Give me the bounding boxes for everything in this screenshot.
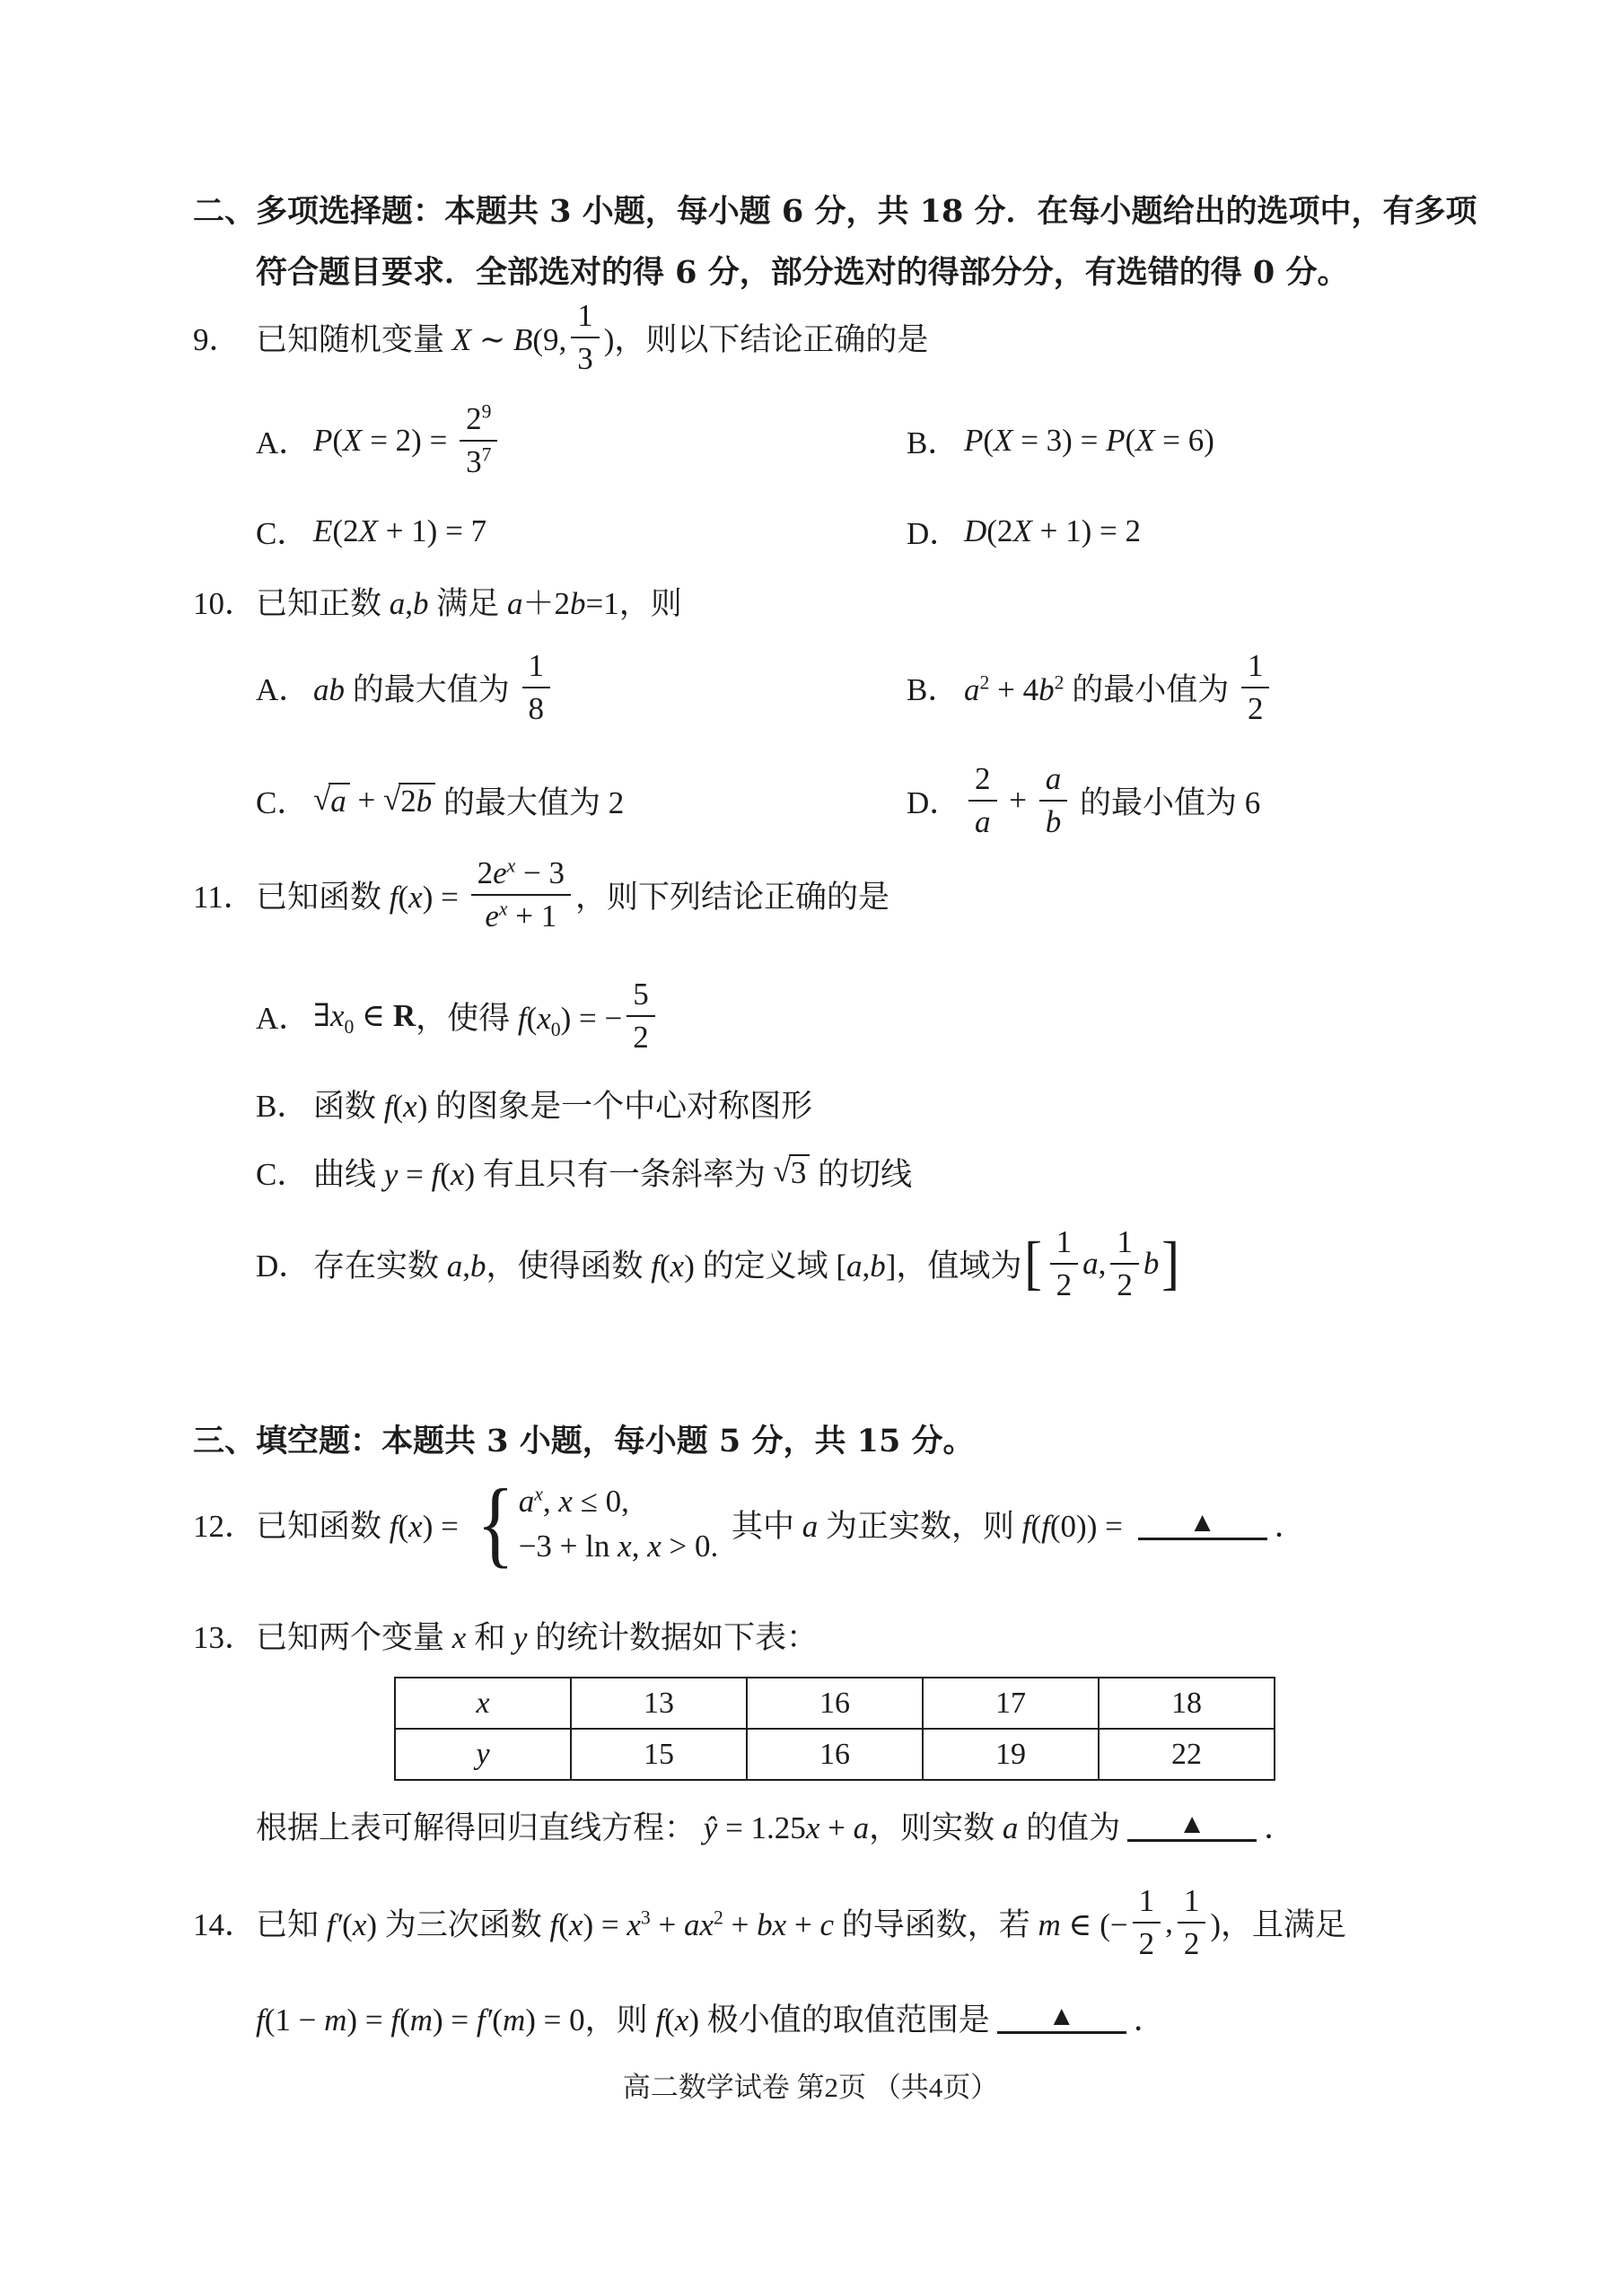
math-text: ab 的最大值为 — [313, 672, 518, 707]
table-cell: 16 — [747, 1678, 923, 1729]
question-13-note — [256, 1799, 1295, 1853]
question-11-option-d — [256, 1214, 1183, 1314]
math-text: b — [1143, 1246, 1160, 1281]
question-9-option-a — [256, 386, 502, 495]
math-text: ． — [1264, 1810, 1296, 1845]
question-12 — [193, 1461, 1306, 1587]
question-9-number: 9． — [193, 322, 241, 357]
answer-blank: ▲ — [1127, 1810, 1257, 1841]
section-2-header-line-2: 符合题目要求．全部选对的得 6 分，部分选对的得部分分，有选错的得 0 分。 — [256, 254, 1349, 291]
fraction: $\frac{1}{3}$ — [571, 297, 600, 379]
question-14-stem-line-2 — [256, 1995, 1165, 2040]
math-text: 已知两个变量 x 和 y 的统计数据如下表： — [256, 1620, 819, 1655]
question-9-option-c — [256, 509, 486, 554]
table-cell: 13 — [571, 1678, 747, 1729]
question-11-option-a — [256, 968, 660, 1065]
fraction: $\frac{1}{2}$ — [1241, 647, 1270, 729]
option-formula — [313, 400, 502, 482]
math-text: 根据上表可解得回归直线方程： ŷ = 1.25x + a，则实数 a 的值为 — [256, 1810, 1121, 1845]
math-text: 的切线 — [810, 1157, 913, 1192]
option-label: B． — [907, 672, 959, 707]
option-formula — [964, 513, 1141, 549]
fraction: $\frac{1}{2}$ — [1110, 1223, 1139, 1305]
table-cell: 19 — [923, 1729, 1099, 1780]
math-text: f(1 − m) = f(m) = f′(m) = 0，则 f(x) 极小值的取值范围是 — [256, 2002, 990, 2037]
option-label: A． — [256, 425, 311, 460]
section-2-header-line-1: 二、多项选择题：本题共 3 小题，每小题 6 分，共 18 分．在每小题给出的选项中，有多项 — [193, 193, 1477, 230]
question-11-stem — [256, 854, 889, 936]
math-text: )，则以下结论正确的是 — [603, 322, 929, 357]
question-14-line-2 — [256, 1993, 1165, 2043]
option-label: C． — [256, 516, 309, 551]
math-text: ，则下列结论正确的是 — [575, 880, 890, 915]
table-cell: 16 — [747, 1729, 923, 1780]
math-text: 已知随机变量 X ∼ B(9, — [256, 322, 567, 357]
statistics-table-wrap — [394, 1677, 1275, 1781]
question-11-option-b — [256, 1082, 812, 1126]
bold-symbol: R — [392, 998, 416, 1033]
option-formula — [313, 513, 486, 549]
option-formula — [313, 1150, 912, 1195]
option-formula — [313, 1223, 1183, 1305]
option-label: D． — [907, 785, 961, 820]
math-text: 其中 a 为正实数，则 f(f(0)) = — [723, 1508, 1131, 1544]
fraction: $\frac{1}{2}$ — [1050, 1223, 1079, 1305]
option-label: A． — [256, 1001, 311, 1036]
square-root: √ 3 — [774, 1154, 810, 1191]
question-10-number: 10． — [193, 586, 257, 621]
section-3-header: 三、填空题：本题共 3 小题，每小题 5 分，共 15 分。 — [193, 1423, 975, 1459]
fraction: $\frac{5}{2}$ — [626, 976, 655, 1057]
answer-blank: ▲ — [997, 2002, 1126, 2033]
question-9 — [193, 296, 928, 379]
question-12-number: 12． — [193, 1509, 257, 1544]
question-14-stem-line-1 — [256, 1882, 1346, 1964]
fraction: $\frac{a}{b}$ — [1039, 760, 1068, 842]
option-formula — [964, 423, 1214, 459]
fraction: $\frac{1}{8}$ — [522, 647, 551, 729]
question-9-stem — [256, 297, 928, 379]
question-13-note-text — [256, 1803, 1295, 1848]
math-text: 的最小值为 6 — [1072, 785, 1261, 820]
math-text: E(2X + 1) = 7 — [313, 513, 487, 548]
question-10-option-a — [256, 639, 555, 736]
table-cell: 22 — [1099, 1729, 1275, 1780]
option-formula — [313, 778, 624, 823]
question-13-stem — [256, 1613, 818, 1658]
math-text: ． — [1274, 1508, 1306, 1544]
fraction: $\frac{2}{a}$ — [968, 760, 997, 842]
option-label: B． — [256, 1089, 309, 1124]
math-text: 的最大值为 2 — [435, 785, 625, 820]
option-label: D． — [907, 516, 961, 551]
statistics-table — [394, 1677, 1275, 1781]
square-root: √ a — [313, 783, 350, 819]
math-text: 已知 f′(x) 为三次函数 $f(x) = x^3 + ax^2$ + bx + c 的导函数，若 m ∈ (− — [256, 1906, 1128, 1942]
option-label: C． — [256, 1157, 309, 1192]
question-10-stem — [256, 579, 682, 624]
table-cell: 15 — [571, 1729, 747, 1780]
math-text: D(2X + 1) = 2 — [964, 513, 1141, 548]
math-text: , — [1165, 1905, 1173, 1940]
question-11 — [193, 840, 889, 950]
math-text: )，且满足 — [1210, 1907, 1346, 1942]
table-cell: 17 — [923, 1678, 1099, 1729]
math-text: + — [349, 783, 383, 818]
math-text: 已知正数 a,b 满足 a＋2b=1，则 — [256, 586, 682, 621]
math-text: ． — [1133, 2002, 1165, 2037]
math-text: $\exists x_0$ ∈ — [313, 998, 393, 1038]
page-footer: 高二数学试卷 第2页 （共4页） — [622, 2072, 999, 2103]
option-label: C． — [256, 785, 309, 820]
question-12-stem — [256, 1469, 1306, 1578]
table-row-x — [395, 1678, 1275, 1729]
question-13-number: 13． — [193, 1620, 257, 1655]
question-10-option-c — [256, 756, 624, 846]
row-header-x: x — [395, 1678, 571, 1729]
question-10-option-d — [907, 756, 1260, 846]
question-9-option-d — [907, 509, 1141, 554]
option-formula — [313, 976, 660, 1057]
question-14 — [193, 1874, 1346, 1971]
option-label: A． — [256, 672, 311, 707]
square-root: √ 2b — [383, 783, 435, 819]
big-bracket: [ — [1024, 1230, 1043, 1296]
math-text: P(X = 2) = — [313, 423, 456, 458]
table-cell: 18 — [1099, 1678, 1275, 1729]
option-formula — [964, 647, 1274, 729]
math-text: 已知函数 f(x) = — [256, 880, 467, 915]
math-text: 已知函数 f(x) = — [256, 1508, 467, 1544]
fraction: $\frac{2e^x - 3}{e^x + 1}$ — [471, 854, 571, 936]
question-9-option-b — [907, 386, 1214, 495]
question-10 — [193, 579, 682, 624]
big-bracket: ] — [1161, 1230, 1180, 1296]
question-10-option-b — [907, 639, 1274, 736]
question-14-number: 14． — [193, 1907, 257, 1942]
option-formula — [313, 1082, 812, 1126]
answer-blank: ▲ — [1138, 1508, 1267, 1539]
question-11-option-c — [256, 1147, 912, 1197]
math-text: P(X = 3) = P(X = 6) — [964, 423, 1214, 458]
math-text: 曲线 y = f(x) 有且只有一条斜率为 — [313, 1157, 774, 1192]
math-text: 存在实数 a,b，使得函数 f(x) 的定义域 [a,b]，值域为 — [313, 1249, 1022, 1284]
option-label: D． — [256, 1249, 311, 1284]
math-text: $a^2 + 4b^2$ 的最小值为 — [964, 671, 1237, 707]
fraction: $\frac{2^9}{3^7}$ — [460, 400, 497, 482]
row-header-y: y — [395, 1729, 571, 1780]
option-label: B． — [907, 425, 959, 460]
fraction: $\frac{1}{2}$ — [1133, 1882, 1161, 1964]
fraction: $\frac{1}{2}$ — [1178, 1882, 1206, 1964]
option-formula — [313, 647, 555, 729]
math-text: ，使得 $f(x_0)$ = − — [416, 1001, 623, 1040]
option-formula — [964, 760, 1260, 842]
question-13 — [193, 1613, 818, 1658]
table-row-y — [395, 1729, 1275, 1780]
question-11-number: 11． — [193, 880, 255, 915]
math-text: a, — [1082, 1246, 1107, 1281]
math-text: + — [1001, 783, 1035, 818]
math-text: 函数 f(x) 的图象是一个中心对称图形 — [313, 1089, 813, 1124]
piecewise-cases: { $a^x$, x ≤ 0, −3 + ln x, x > 0. — [476, 1469, 719, 1578]
